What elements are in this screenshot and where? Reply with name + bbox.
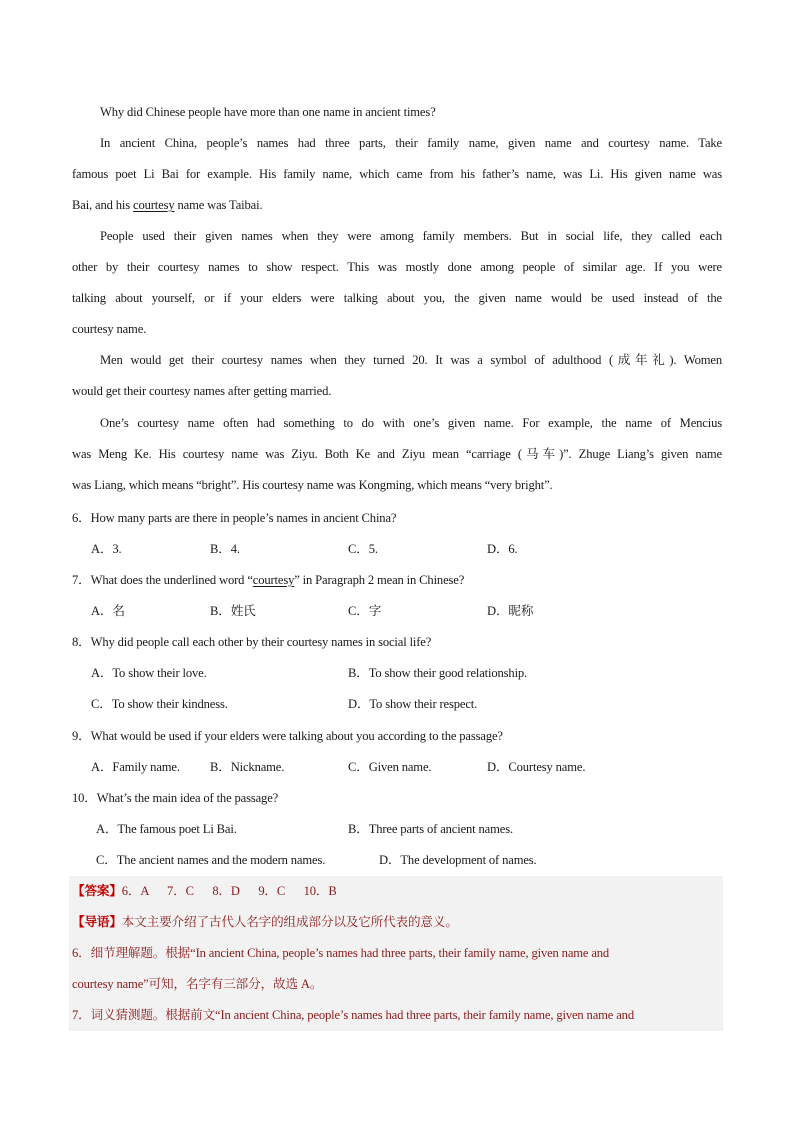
- explanation-6-line-2: [69, 969, 723, 1000]
- guide-text: 本文主要介绍了古代人名字的组成部分以及它所代表的意义。: [121, 915, 458, 929]
- question-8-option-c: C．To show their kindness.: [91, 697, 228, 711]
- paragraph-1-line-3: [72, 190, 722, 221]
- question-10-option-d: D．The development of names.: [379, 853, 537, 867]
- question-10-stem: 10．What’s the main idea of the passage?: [72, 791, 279, 805]
- question-7-stem-start: 7．What does the underlined word “: [72, 573, 253, 587]
- paragraph-4-line-1: One’s courtesy name often had something to do with one’s given name. For example, the name of Mencius: [100, 416, 722, 430]
- question-8-option-d: D．To show their respect.: [348, 697, 478, 711]
- guide-tag: 【导语】: [72, 915, 122, 929]
- paragraph-3-line-2: would get their courtesy names after getting married.: [72, 384, 332, 398]
- explanation-6-text-1: 6．细节理解题。根据“In ancient China, people’s names had three parts, their family name, given name and: [72, 946, 610, 960]
- paragraph-2-line-2: other by their courtesy names to show respect. This was mostly done among people of similar age. If you were: [72, 260, 722, 274]
- question-6-option-a: A．3.: [91, 542, 122, 556]
- paragraph-1-text: Bai, and his: [72, 198, 134, 212]
- paragraph-4-line-2: was Meng Ke. His courtesy name was Ziyu. Both Ke and Ziyu mean “carriage (马车)”. Zhuge Liang’s given name: [72, 447, 722, 461]
- question-10-option-b: B．Three parts of ancient names.: [348, 822, 513, 836]
- question-7-stem: [72, 570, 464, 590]
- question-7-underlined-word: courtesy: [252, 573, 295, 587]
- question-7-option-d: D．昵称: [487, 604, 534, 618]
- answer-key-row: [69, 876, 723, 907]
- explanation-7-line-1: [69, 1000, 723, 1031]
- question-6-option-c: C．5.: [348, 542, 378, 556]
- paragraph-2-line-4: courtesy name.: [72, 322, 147, 336]
- question-6-option-b: B．4.: [210, 542, 240, 556]
- question-7-option-c: C．字: [348, 604, 382, 618]
- question-9-option-c: C．Given name.: [348, 760, 432, 774]
- question-8-option-b: B．To show their good relationship.: [348, 666, 528, 680]
- guide-row: [69, 907, 723, 938]
- explanation-7-text-1: 7．词义猜测题。根据前文“In ancient China, people’s names had three parts, their family name, given name and: [72, 1008, 634, 1022]
- underlined-word: courtesy: [133, 198, 175, 212]
- answer-key-text: 6．A 7．C 8．D 9．C 10．B: [121, 884, 337, 898]
- question-9-option-b: B．Nickname.: [210, 760, 285, 774]
- question-8-stem: 8．Why did people call each other by their courtesy names in social life?: [72, 635, 432, 649]
- paragraph-1-line-1: In ancient China, people’s names had three parts, their family name, given name and courtesy name. Take: [100, 136, 722, 150]
- question-8-option-a: A．To show their love.: [91, 666, 207, 680]
- paragraph-4-line-3: was Liang, which means “bright”. His courtesy name was Kongming, which means “very bright”.: [72, 478, 553, 492]
- question-10-option-c: C．The ancient names and the modern names.: [96, 853, 326, 867]
- paragraph-2-line-3: talking about yourself, or if your elders were talking about you, the given name would be used instead of the: [72, 291, 722, 305]
- passage-title-line: Why did Chinese people have more than one name in ancient times?: [100, 105, 436, 119]
- paragraph-3-line-1: Men would get their courtesy names when they turned 20. It was a symbol of adulthood (成年礼). Women: [100, 353, 722, 367]
- paragraph-1-text-end: name was Taibai.: [174, 198, 263, 212]
- question-7-option-a: A．名: [91, 604, 125, 618]
- question-9-option-a: A．Family name.: [91, 760, 180, 774]
- explanation-6-line-1: [69, 938, 723, 969]
- answer-key-tag: 【答案】: [72, 884, 122, 898]
- question-6-option-d: D．6.: [487, 542, 518, 556]
- question-7-stem-end: ” in Paragraph 2 mean in Chinese?: [294, 573, 465, 587]
- explanation-6-text-2: courtesy name”可知，名字有三部分，故选 A。: [72, 977, 323, 991]
- question-9-stem: 9．What would be used if your elders were talking about you according to the passage?: [72, 729, 503, 743]
- question-6-stem: 6．How many parts are there in people’s names in ancient China?: [72, 511, 397, 525]
- question-10-option-a: A．The famous poet Li Bai.: [96, 822, 237, 836]
- question-7-option-b: B．姓氏: [210, 604, 256, 618]
- question-9-option-d: D．Courtesy name.: [487, 760, 586, 774]
- paragraph-2-line-1: People used their given names when they were among family members. But in social life, they called each: [100, 229, 722, 243]
- paragraph-1-line-2: famous poet Li Bai for example. His family name, which came from his father’s name, was Li. His given name was: [72, 167, 722, 181]
